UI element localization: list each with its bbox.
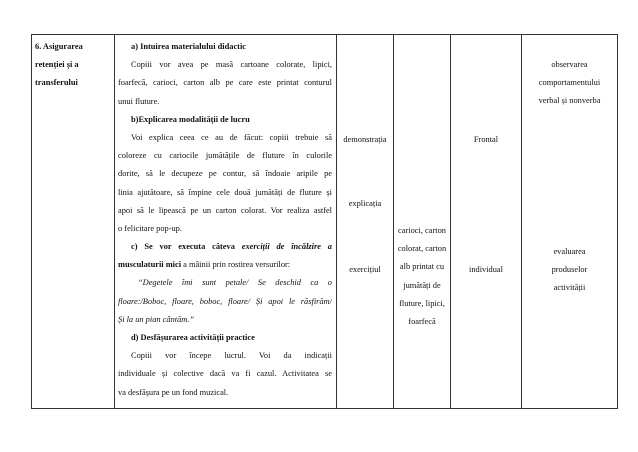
lesson-plan-table xyxy=(31,34,618,409)
evaluation-group xyxy=(522,243,617,298)
poem-line: “Degetele îmi sunt petale/ Se deschid ca o xyxy=(138,278,332,288)
section-c-title-bold: exerciții de încălzire a xyxy=(241,242,332,252)
evaluation-line: activității xyxy=(553,283,586,293)
poem-line: floare:/Boboc, floare, boboc, floare/ Și apoi le răsfirăm/ xyxy=(118,296,332,306)
organization-cell xyxy=(451,35,522,409)
content-line: Copiii vor avea pe masă cartoane colorate, lipici, xyxy=(131,60,332,70)
section-d-title: d) Desfășurarea activității practice xyxy=(131,333,255,342)
resource-line: carioci, carton xyxy=(398,226,446,235)
stage-line: 6. Asigurarea xyxy=(35,42,83,51)
content-line-rest: a mâinii prin rostirea versurilor: xyxy=(181,260,291,270)
resource-line: fluture, lipici, xyxy=(399,298,445,308)
method-item: exercițiul xyxy=(349,265,381,274)
content-line-bold: musculaturii mici xyxy=(118,260,182,270)
evaluation-group xyxy=(522,56,617,111)
methods-cell xyxy=(337,35,394,409)
content-line: foarfecă, carioci, carton alb pe care este printat conturul xyxy=(118,78,332,88)
stage-line: retenției și a xyxy=(35,60,79,70)
content-line: apoi să le lipească pe un carton colorat. Vor realiza astfel xyxy=(118,205,332,215)
resources-cell xyxy=(394,35,451,409)
content-line xyxy=(118,256,332,274)
content-line: o felicitare pop-up. xyxy=(118,223,182,233)
stage-line: transferului xyxy=(35,78,78,88)
organization-item: Frontal xyxy=(473,135,499,144)
resources-list xyxy=(394,222,450,331)
content-cell xyxy=(115,35,337,409)
table-row xyxy=(32,35,618,409)
evaluation-line: produselor xyxy=(551,265,588,275)
content-line: va desfășura pe un fond muzical. xyxy=(118,387,229,397)
organization-item: individual xyxy=(469,265,503,274)
evaluation-cell xyxy=(522,35,618,409)
content-line: dorite, să le decupeze pe contur, să îndoaie aripile pe xyxy=(118,169,332,179)
resource-line: colorat, carton xyxy=(397,244,447,254)
section-b-title: b)Explicarea modalității de lucru xyxy=(131,114,250,124)
content-line: individuale și colective dacă va fi cazul. Activitatea se xyxy=(118,369,332,379)
evaluation-line: verbal și nonverba xyxy=(538,96,601,106)
content-line: Voi explica ceea ce au de făcut: copiii trebuie să xyxy=(131,132,332,142)
content-line: coloreze cu cariocile jumătățile de fluture în culorile xyxy=(118,151,332,161)
content-line: Copiii vor începe lucrul. Voi da indicații xyxy=(131,351,332,361)
resource-line: jumătăți de xyxy=(403,280,441,290)
method-item: explicația xyxy=(348,199,382,208)
section-c-title xyxy=(118,238,332,256)
evaluation-line: comportamentului xyxy=(538,78,601,88)
method-item: demonstrația xyxy=(343,135,387,144)
content-line: unui fluture. xyxy=(118,96,160,106)
poem-line: Și la un pian cântăm.” xyxy=(118,314,195,324)
section-a-title: a) Intuirea materialului didactic xyxy=(131,42,246,51)
stage-cell xyxy=(32,35,115,409)
resource-line: foarfecă xyxy=(408,316,436,326)
evaluation-line: evaluarea xyxy=(553,247,586,256)
content-line: linia ajutătoare, să împine cele două jumătăți de fluture și xyxy=(118,187,332,197)
resource-line: alb printat cu xyxy=(399,262,445,272)
evaluation-line: observarea xyxy=(551,60,588,69)
section-c-title-prefix: c) Se vor executa câteva xyxy=(131,242,242,252)
